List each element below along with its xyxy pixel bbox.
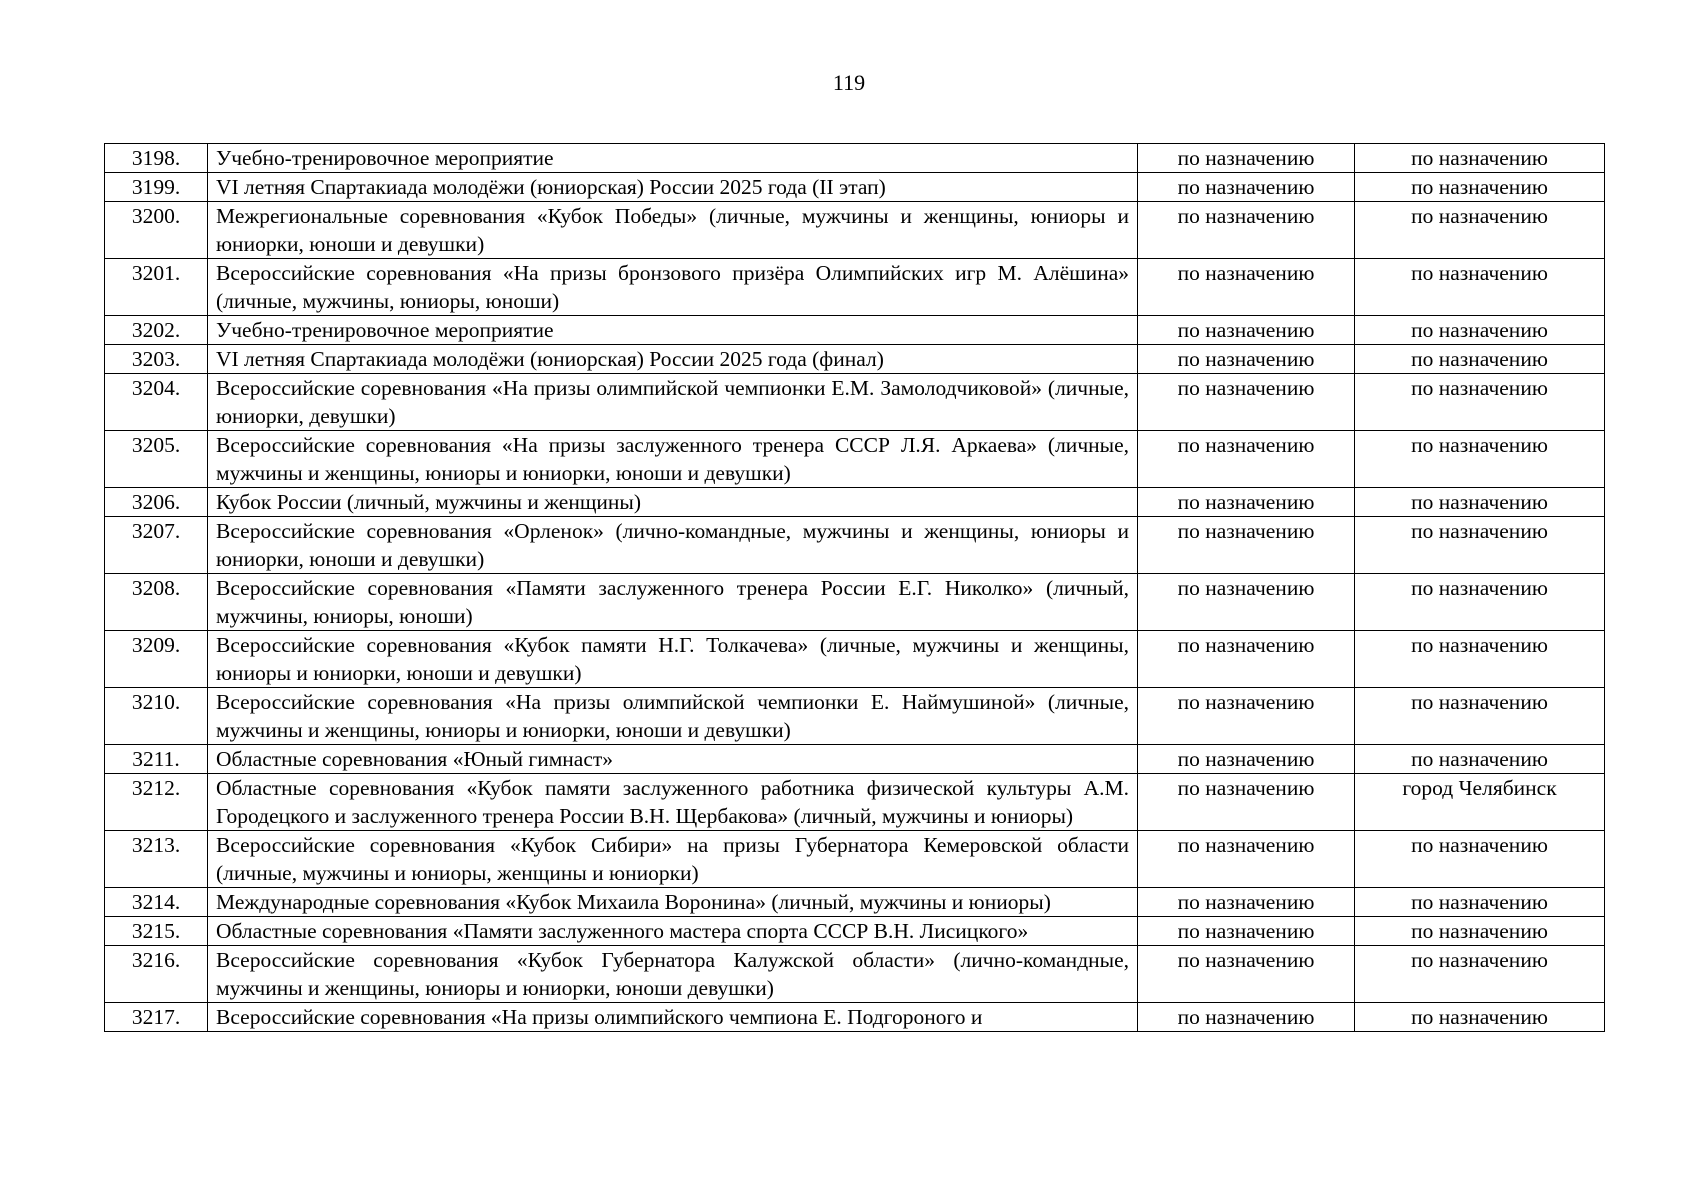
event-date: по назначению — [1138, 316, 1355, 345]
row-number: 3199. — [105, 173, 208, 202]
event-place: по назначению — [1355, 316, 1605, 345]
event-place: по назначению — [1355, 144, 1605, 173]
event-name: Всероссийские соревнования «Памяти заслуженного тренера России Е.Г. Николко» (личный, мужчины, юниоры, юноши) — [208, 574, 1138, 631]
event-name: Всероссийские соревнования «На призы олимпийской чемпионки Е. Наймушиной» (личные, мужчины и женщины, юниоры и юниорки, юноши и девушки) — [208, 688, 1138, 745]
row-number: 3202. — [105, 316, 208, 345]
table-row — [105, 574, 1605, 631]
event-date: по назначению — [1138, 173, 1355, 202]
event-name: Всероссийские соревнования «Кубок Губернатора Калужской области» (лично-командные, мужчины и женщины, юниоры и юниорки, юноши девушки) — [208, 946, 1138, 1003]
event-name: Международные соревнования «Кубок Михаила Воронина» (личный, мужчины и юниоры) — [208, 888, 1138, 917]
event-place: по назначению — [1355, 431, 1605, 488]
event-name: Учебно-тренировочное мероприятие — [208, 316, 1138, 345]
table-row — [105, 631, 1605, 688]
table-row — [105, 1003, 1605, 1032]
table-row — [105, 431, 1605, 488]
event-name: Кубок России (личный, мужчины и женщины) — [208, 488, 1138, 517]
table-row — [105, 173, 1605, 202]
event-place: по назначению — [1355, 831, 1605, 888]
event-date: по назначению — [1138, 202, 1355, 259]
table-row — [105, 202, 1605, 259]
event-date: по назначению — [1138, 259, 1355, 316]
event-date: по назначению — [1138, 631, 1355, 688]
event-date: по назначению — [1138, 745, 1355, 774]
event-date: по назначению — [1138, 831, 1355, 888]
row-number: 3214. — [105, 888, 208, 917]
row-number: 3201. — [105, 259, 208, 316]
event-place: по назначению — [1355, 374, 1605, 431]
event-name: Всероссийские соревнования «На призы бронзового призёра Олимпийских игр М. Алёшина» (личные, мужчины, юниоры, юноши) — [208, 259, 1138, 316]
event-place: по назначению — [1355, 517, 1605, 574]
event-place: по назначению — [1355, 488, 1605, 517]
event-date: по назначению — [1138, 774, 1355, 831]
event-date: по назначению — [1138, 688, 1355, 745]
row-number: 3213. — [105, 831, 208, 888]
table-row — [105, 831, 1605, 888]
event-date: по назначению — [1138, 488, 1355, 517]
event-name: Всероссийские соревнования «На призы заслуженного тренера СССР Л.Я. Аркаева» (личные, мужчины и женщины, юниоры и юниорки, юноши и девушки) — [208, 431, 1138, 488]
event-date: по назначению — [1138, 144, 1355, 173]
row-number: 3206. — [105, 488, 208, 517]
event-place: по назначению — [1355, 1003, 1605, 1032]
row-number: 3210. — [105, 688, 208, 745]
row-number: 3204. — [105, 374, 208, 431]
event-date: по назначению — [1138, 374, 1355, 431]
table-row — [105, 144, 1605, 173]
event-date: по назначению — [1138, 888, 1355, 917]
row-number: 3205. — [105, 431, 208, 488]
row-number: 3217. — [105, 1003, 208, 1032]
event-date: по назначению — [1138, 946, 1355, 1003]
row-number: 3203. — [105, 345, 208, 374]
event-place: по назначению — [1355, 888, 1605, 917]
row-number: 3215. — [105, 917, 208, 946]
table-row — [105, 917, 1605, 946]
event-name: Областные соревнования «Юный гимнаст» — [208, 745, 1138, 774]
event-name: VI летняя Спартакиада молодёжи (юниорская) России 2025 года (II этап) — [208, 173, 1138, 202]
event-date: по назначению — [1138, 431, 1355, 488]
table-row — [105, 374, 1605, 431]
event-name: Всероссийские соревнования «На призы олимпийского чемпиона Е. Подгороного и — [208, 1003, 1138, 1032]
row-number: 3208. — [105, 574, 208, 631]
event-name: Всероссийские соревнования «На призы олимпийской чемпионки Е.М. Замолодчиковой» (личные, юниорки, девушки) — [208, 374, 1138, 431]
event-place: по назначению — [1355, 173, 1605, 202]
row-number: 3198. — [105, 144, 208, 173]
table-row — [105, 774, 1605, 831]
event-date: по назначению — [1138, 345, 1355, 374]
event-date: по назначению — [1138, 574, 1355, 631]
events-table — [104, 143, 1605, 1032]
row-number: 3207. — [105, 517, 208, 574]
event-name: Областные соревнования «Кубок памяти заслуженного работника физической культуры А.М. Городецкого и заслуженного тренера России В.Н. Щербакова» (личный, мужчины и юниоры) — [208, 774, 1138, 831]
table-row — [105, 345, 1605, 374]
table-row — [105, 745, 1605, 774]
event-name: Учебно-тренировочное мероприятие — [208, 144, 1138, 173]
event-place: по назначению — [1355, 259, 1605, 316]
row-number: 3216. — [105, 946, 208, 1003]
event-name: Областные соревнования «Памяти заслуженного мастера спорта СССР В.Н. Лисицкого» — [208, 917, 1138, 946]
event-name: Всероссийские соревнования «Кубок памяти Н.Г. Толкачева» (личные, мужчины и женщины, юниоры и юниорки, юноши и девушки) — [208, 631, 1138, 688]
row-number: 3200. — [105, 202, 208, 259]
row-number: 3209. — [105, 631, 208, 688]
event-place: по назначению — [1355, 745, 1605, 774]
events-table-body — [105, 144, 1605, 1032]
event-place: по назначению — [1355, 202, 1605, 259]
event-date: по назначению — [1138, 917, 1355, 946]
event-date: по назначению — [1138, 1003, 1355, 1032]
row-number: 3211. — [105, 745, 208, 774]
row-number: 3212. — [105, 774, 208, 831]
event-name: Всероссийские соревнования «Орленок» (лично-командные, мужчины и женщины, юниоры и юниорки, юноши и девушки) — [208, 517, 1138, 574]
event-place: по назначению — [1355, 631, 1605, 688]
event-place: по назначению — [1355, 345, 1605, 374]
event-place: по назначению — [1355, 917, 1605, 946]
table-row — [105, 888, 1605, 917]
event-place: по назначению — [1355, 688, 1605, 745]
table-row — [105, 688, 1605, 745]
table-row — [105, 316, 1605, 345]
table-row — [105, 259, 1605, 316]
event-place: по назначению — [1355, 574, 1605, 631]
event-date: по назначению — [1138, 517, 1355, 574]
event-name: VI летняя Спартакиада молодёжи (юниорская) России 2025 года (финал) — [208, 345, 1138, 374]
event-place: по назначению — [1355, 946, 1605, 1003]
event-place: город Челябинск — [1355, 774, 1605, 831]
page-number: 119 — [832, 70, 866, 95]
table-row — [105, 946, 1605, 1003]
table-row — [105, 488, 1605, 517]
table-row — [105, 517, 1605, 574]
event-name: Всероссийские соревнования «Кубок Сибири» на призы Губернатора Кемеровской области (личные, мужчины и юниоры, женщины и юниорки) — [208, 831, 1138, 888]
event-name: Межрегиональные соревнования «Кубок Победы» (личные, мужчины и женщины, юниоры и юниорки, юноши и девушки) — [208, 202, 1138, 259]
